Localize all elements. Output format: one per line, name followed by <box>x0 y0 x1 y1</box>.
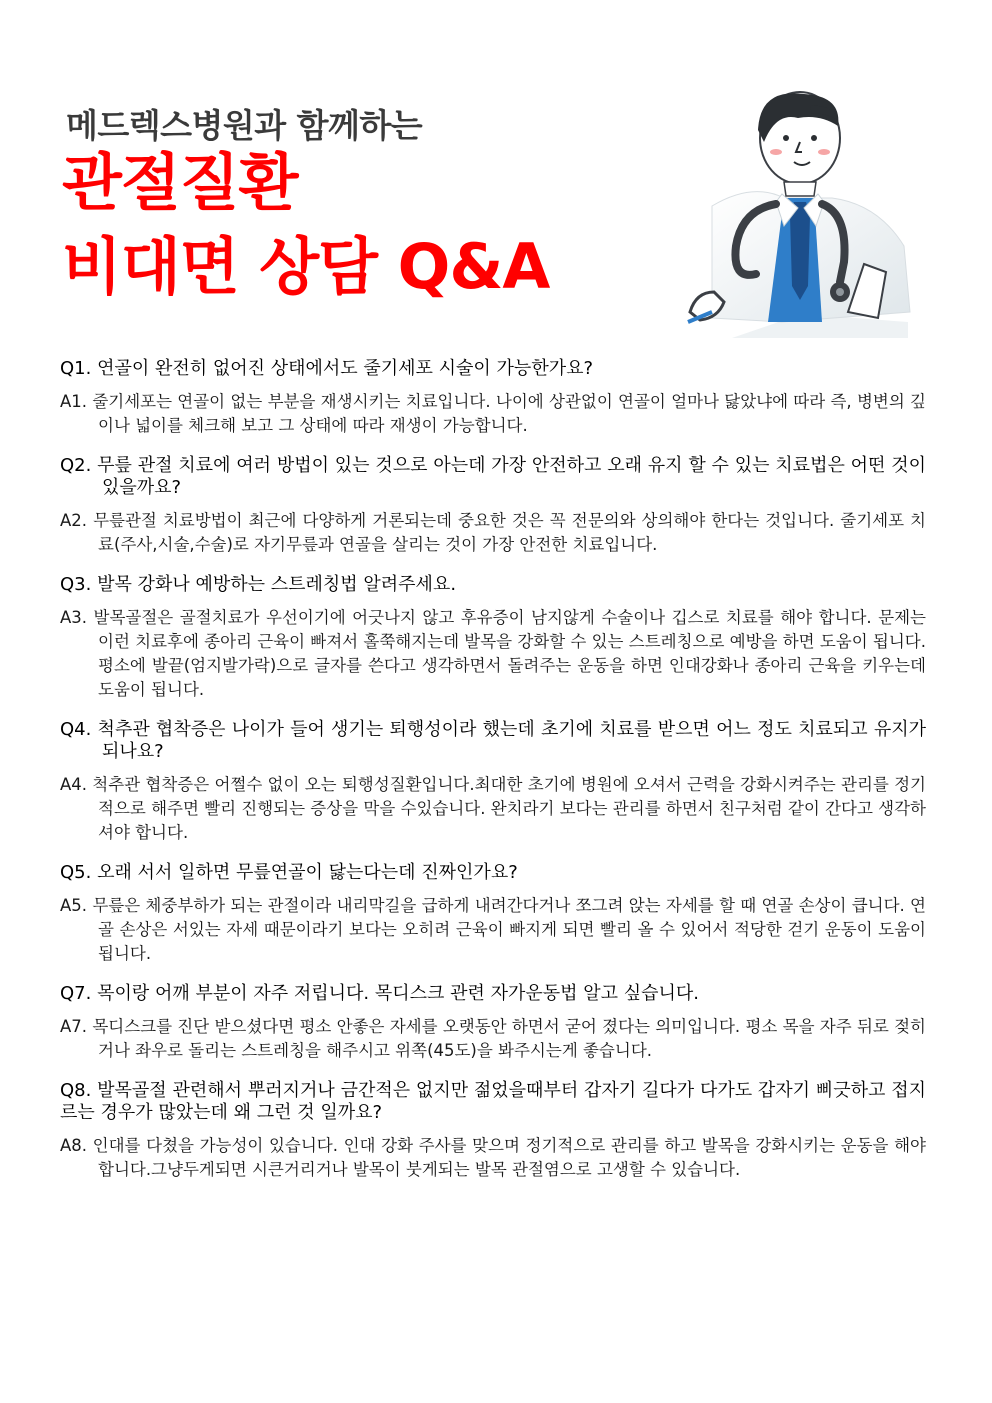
header-subtitle: 메드렉스병원과 함께하는 <box>66 106 423 145</box>
answer-7: A7. 목디스크를 진단 받으셨다면 평소 안좋은 자세를 오랫동안 하면서 굳어 졌다는 의미입니다. 평소 목을 자주 뒤로 젖히거나 좌우로 돌리는 스트레칭을 해주시고 위쪽(45도)을 봐주시는게 좋습니다. <box>60 1017 926 1060</box>
qa-list <box>60 358 926 1199</box>
doctor-illustration <box>672 86 912 342</box>
question-1: Q1. 연골이 완전히 없어진 상태에서도 줄기세포 시술이 가능한가요? <box>60 358 594 379</box>
header-title-line1: 관절질환 <box>62 146 298 219</box>
question-5: Q5. 오래 서서 일하면 무릎연골이 닳는다는데 진짜인가요? <box>60 862 518 883</box>
qa-item-8 <box>60 1080 926 1182</box>
answer-5: A5. 무릎은 체중부하가 되는 관절이라 내리막길을 급하게 내려간다거나 쪼그려 앉는 자세를 할 때 연골 손상이 큽니다. 연골 손상은 서있는 자세 때문이라기 보다는 오히려 근육이 빠지게 되면 빨리 올 수 있어서 적당한 걷기 운동이 도움이 됩니다. <box>60 896 926 963</box>
question-2: Q2. 무릎 관절 치료에 여러 방법이 있는 것으로 아는데 가장 안전하고 오래 유지 할 수 있는 치료법은 어떤 것이 있을까요? <box>60 455 926 498</box>
qa-item-7 <box>60 983 926 1063</box>
question-8: Q8. 발목골절 관련해서 뿌러지거나 금간적은 없지만 젊었을때부터 갑자기 길다가 다가도 갑자기 삐긋하고 접지르는 경우가 많았는데 왜 그런 것 일까요? <box>60 1080 926 1123</box>
answer-1: A1. 줄기세포는 연골이 없는 부분을 재생시키는 치료입니다. 나이에 상관없이 연골이 얼마나 닳았냐에 따라 즉, 병변의 깊이나 넓이를 체크해 보고 그 상태에 따라 재생이 가능합니다. <box>60 392 926 435</box>
answer-4: A4. 척추관 협착증은 어쩔수 없이 오는 퇴행성질환입니다.최대한 초기에 병원에 오셔서 근력을 강화시켜주는 관리를 정기적으로 해주면 빨리 진행되는 증상을 막을 수있습니다. 완치라기 보다는 관리를 하면서 친구처럼 같이 간다고 생각하셔야 합니다. <box>60 775 926 842</box>
answer-2: A2. 무릎관절 치료방법이 최근에 다양하게 거론되는데 중요한 것은 꼭 전문의와 상의해야 한다는 것입니다. 줄기세포 치료(주사,시술,수술)로 자기무릎과 연골을 살리는 것이 가장 안전한 치료입니다. <box>60 511 926 554</box>
question-7: Q7. 목이랑 어깨 부분이 자주 저립니다. 목디스크 관련 자가운동법 알고 싶습니다. <box>60 983 700 1004</box>
qa-item-3 <box>60 574 926 702</box>
qa-item-5 <box>60 862 926 966</box>
qa-item-4 <box>60 719 926 845</box>
qa-item-2 <box>60 455 926 557</box>
question-3: Q3. 발목 강화나 예방하는 스트레칭법 알려주세요. <box>60 574 457 595</box>
question-4: Q4. 척추관 협착증은 나이가 들어 생기는 퇴행성이라 했는데 초기에 치료를 받으면 어느 정도 치료되고 유지가 되나요? <box>60 719 926 762</box>
answer-8: A8. 인대를 다쳤을 가능성이 있습니다. 인대 강화 주사를 맞으며 정기적으로 관리를 하고 발목을 강화시키는 운동을 해야합니다.그냥두게되면 시큰거리거나 발목이 붓게되는 발목 관절염으로 고생할 수 있습니다. <box>60 1136 926 1179</box>
answer-3: A3. 발목골절은 골절치료가 우선이기에 어긋나지 않고 후유증이 남지않게 수술이나 깁스로 치료를 해야 합니다. 문제는 이런 치료후에 종아리 근육이 빠져서 홀쭉해지는데 발목을 강화할 수 있는 스트레칭으로 예방을 하면 도움이 됩니다. 평소에 발끝(엄지발가락)으로 글자를 쓴다고 생각하면서 돌려주는 운동을 하면 인대강화나 종아리 근육을 키우는데 도움이 됩니다. <box>60 608 926 699</box>
header-title-line2: 비대면 상담 Q&A <box>62 230 550 303</box>
qa-item-1 <box>60 358 926 438</box>
